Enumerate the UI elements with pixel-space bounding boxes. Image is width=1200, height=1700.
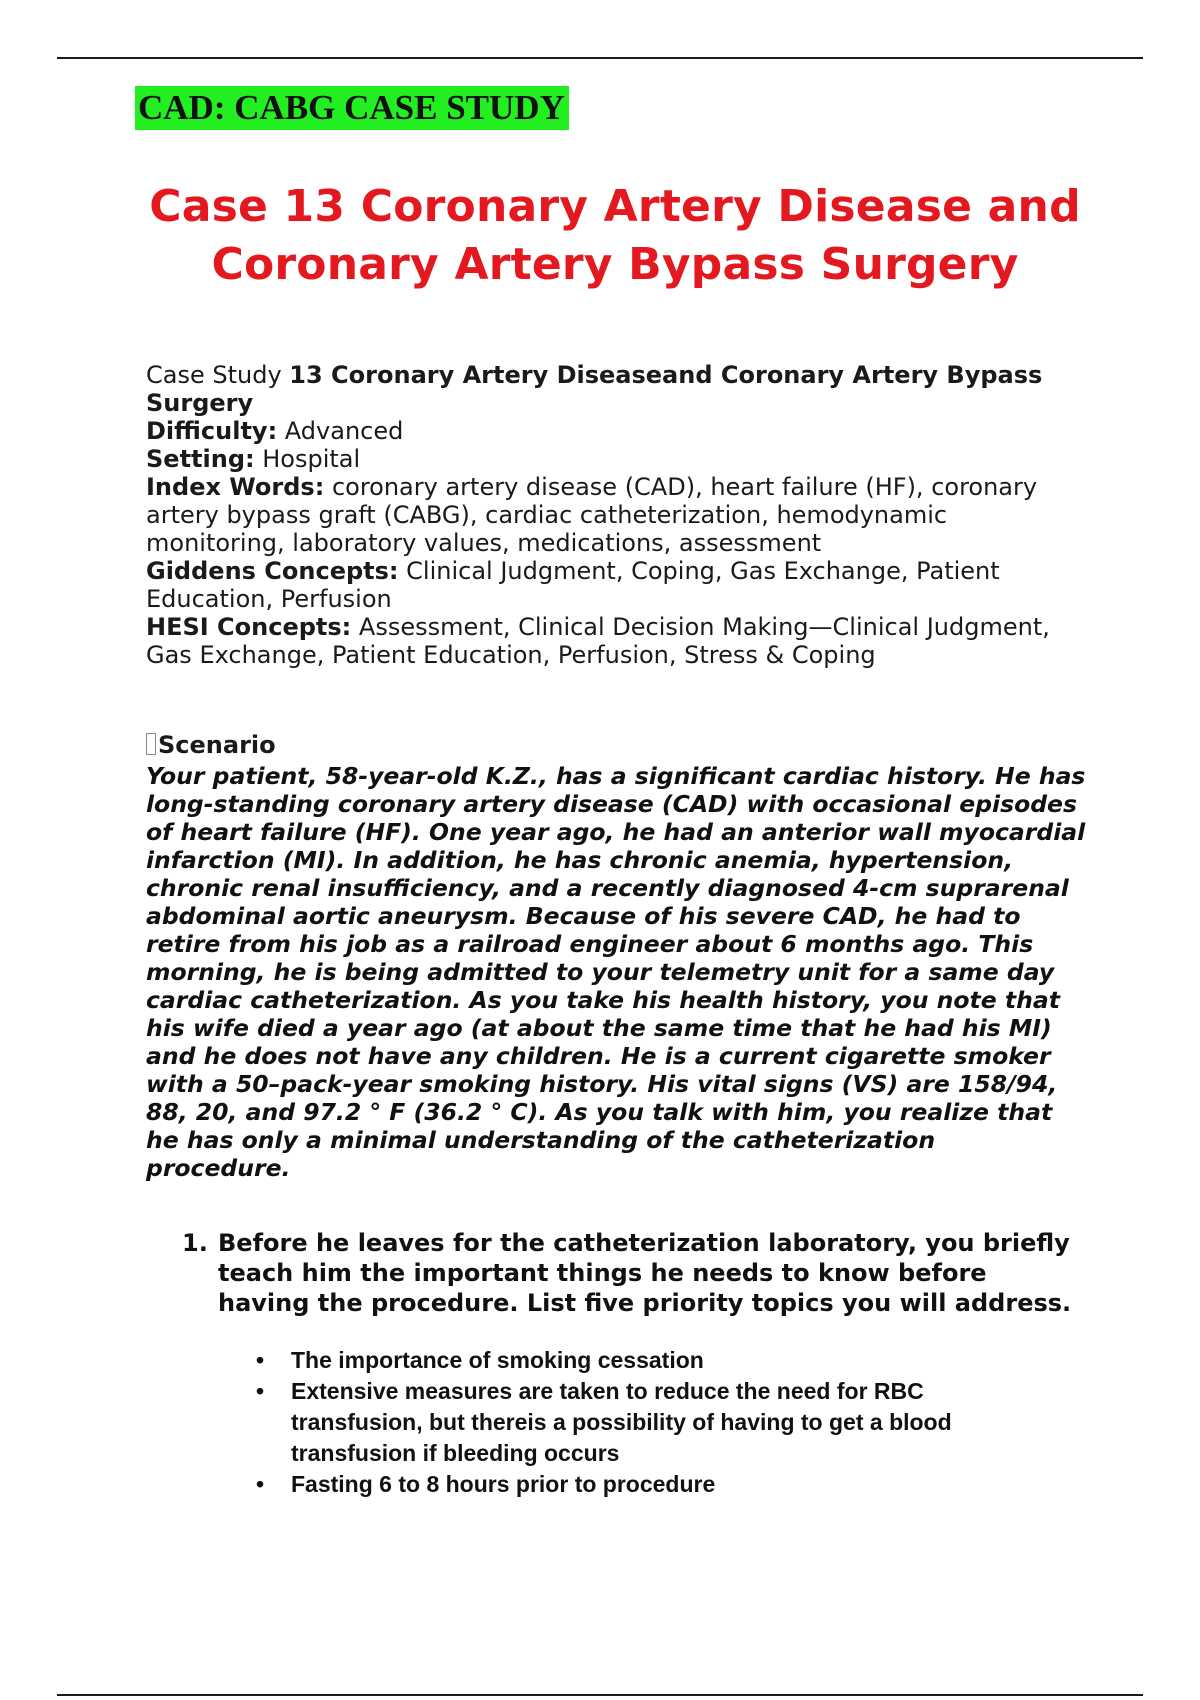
scenario-paragraph: Your patient, 58-year-old K.Z., has a significant cardiac history. He has long-standing coronary artery disease (CAD) with occasional episodes of heart failure (HF). One year ago, he had an anterior wall myocardial infarction (MI). In addition, he has chronic anemia, hypertension, chronic renal insufficiency, and a recently diagnosed 4-cm suprarenal abdominal aortic aneurysm. Because of his severe CAD, he had to retire from his job as a railroad engineer about 6 months ago. This morning, he is being admitted to your telemetry unit for a same day cardiac catheterization. As you take his health history, you note that his wife died a year ago (at about the same time that he had his MI) and he does not have any children. He is a current cigarette smoker with a 50–pack-year smoking history. His vital signs (VS) are 158/94, 88, 20, and 97.2 ° F (36.2 ° C). As you talk with him, you realize that he has only a minimal understanding of the catheterization procedure. (146, 762, 1086, 1182)
case-metadata (146, 361, 1086, 669)
hesi-row (146, 613, 1086, 669)
setting-value: Hospital (254, 445, 361, 473)
index-words-row (146, 473, 1086, 557)
case-title: 13 Coronary Artery Diseaseand Coronary Artery Bypass Surgery (146, 361, 1043, 417)
bullet: • (256, 1347, 265, 1373)
answer-text: Extensive measures are taken to reduce the need for RBC transfusion, but thereis a possibility of having to get a blood transfusion if bleeding occurs (291, 1378, 952, 1466)
missing-glyph-box (146, 733, 156, 755)
hesi-label: HESI Concepts: (146, 613, 352, 641)
bullet: • (256, 1378, 265, 1404)
bullet: • (256, 1471, 265, 1497)
case-heading-line-1: Case 13 Coronary Artery Disease and (149, 181, 1081, 232)
answer-text: The importance of smoking cessation (291, 1347, 704, 1373)
question-text: Before he leaves for the catheterization laboratory, you briefly teach him the important things he needs to know before having the procedure. List five priority topics you will address. (218, 1229, 1072, 1317)
giddens-row (146, 557, 1086, 613)
case-heading-line-2: Coronary Artery Bypass Surgery (211, 239, 1019, 290)
document-tag: CAD: CABG CASE STUDY (135, 86, 569, 130)
answer-list (256, 1345, 1016, 1500)
answer-item (256, 1469, 1016, 1500)
case-prefix: Case Study (146, 361, 290, 389)
question-1 (182, 1228, 1082, 1318)
answer-item (256, 1345, 1016, 1376)
index-words-value: coronary artery disease (CAD), heart failure (HF), coronary artery bypass graft (CABG), cardiac catheterization, hemodynamic monitoring, laboratory values, medications, assessment (146, 473, 1038, 557)
index-words-label: Index Words: (146, 473, 325, 501)
question-number: 1. (182, 1229, 208, 1257)
case-study-title (146, 361, 1086, 417)
difficulty-label: Difficulty: (146, 417, 278, 445)
setting-row (146, 445, 1086, 473)
case-heading (100, 178, 1130, 294)
giddens-label: Giddens Concepts: (146, 557, 399, 585)
giddens-value: Clinical Judgment, Coping, Gas Exchange, Patient Education, Perfusion (146, 557, 1000, 613)
scenario-heading (146, 730, 276, 760)
setting-label: Setting: (146, 445, 255, 473)
answer-item (256, 1376, 1016, 1469)
top-rule (57, 57, 1143, 59)
difficulty-value: Advanced (277, 417, 404, 445)
bottom-rule (57, 1694, 1143, 1696)
answer-text: Fasting 6 to 8 hours prior to procedure (291, 1471, 716, 1497)
hesi-value: Assessment, Clinical Decision Making—Clinical Judgment, Gas Exchange, Patient Education, Perfusion, Stress & Coping (146, 613, 1050, 669)
difficulty-row (146, 417, 1086, 445)
scenario-label: Scenario (158, 731, 276, 759)
